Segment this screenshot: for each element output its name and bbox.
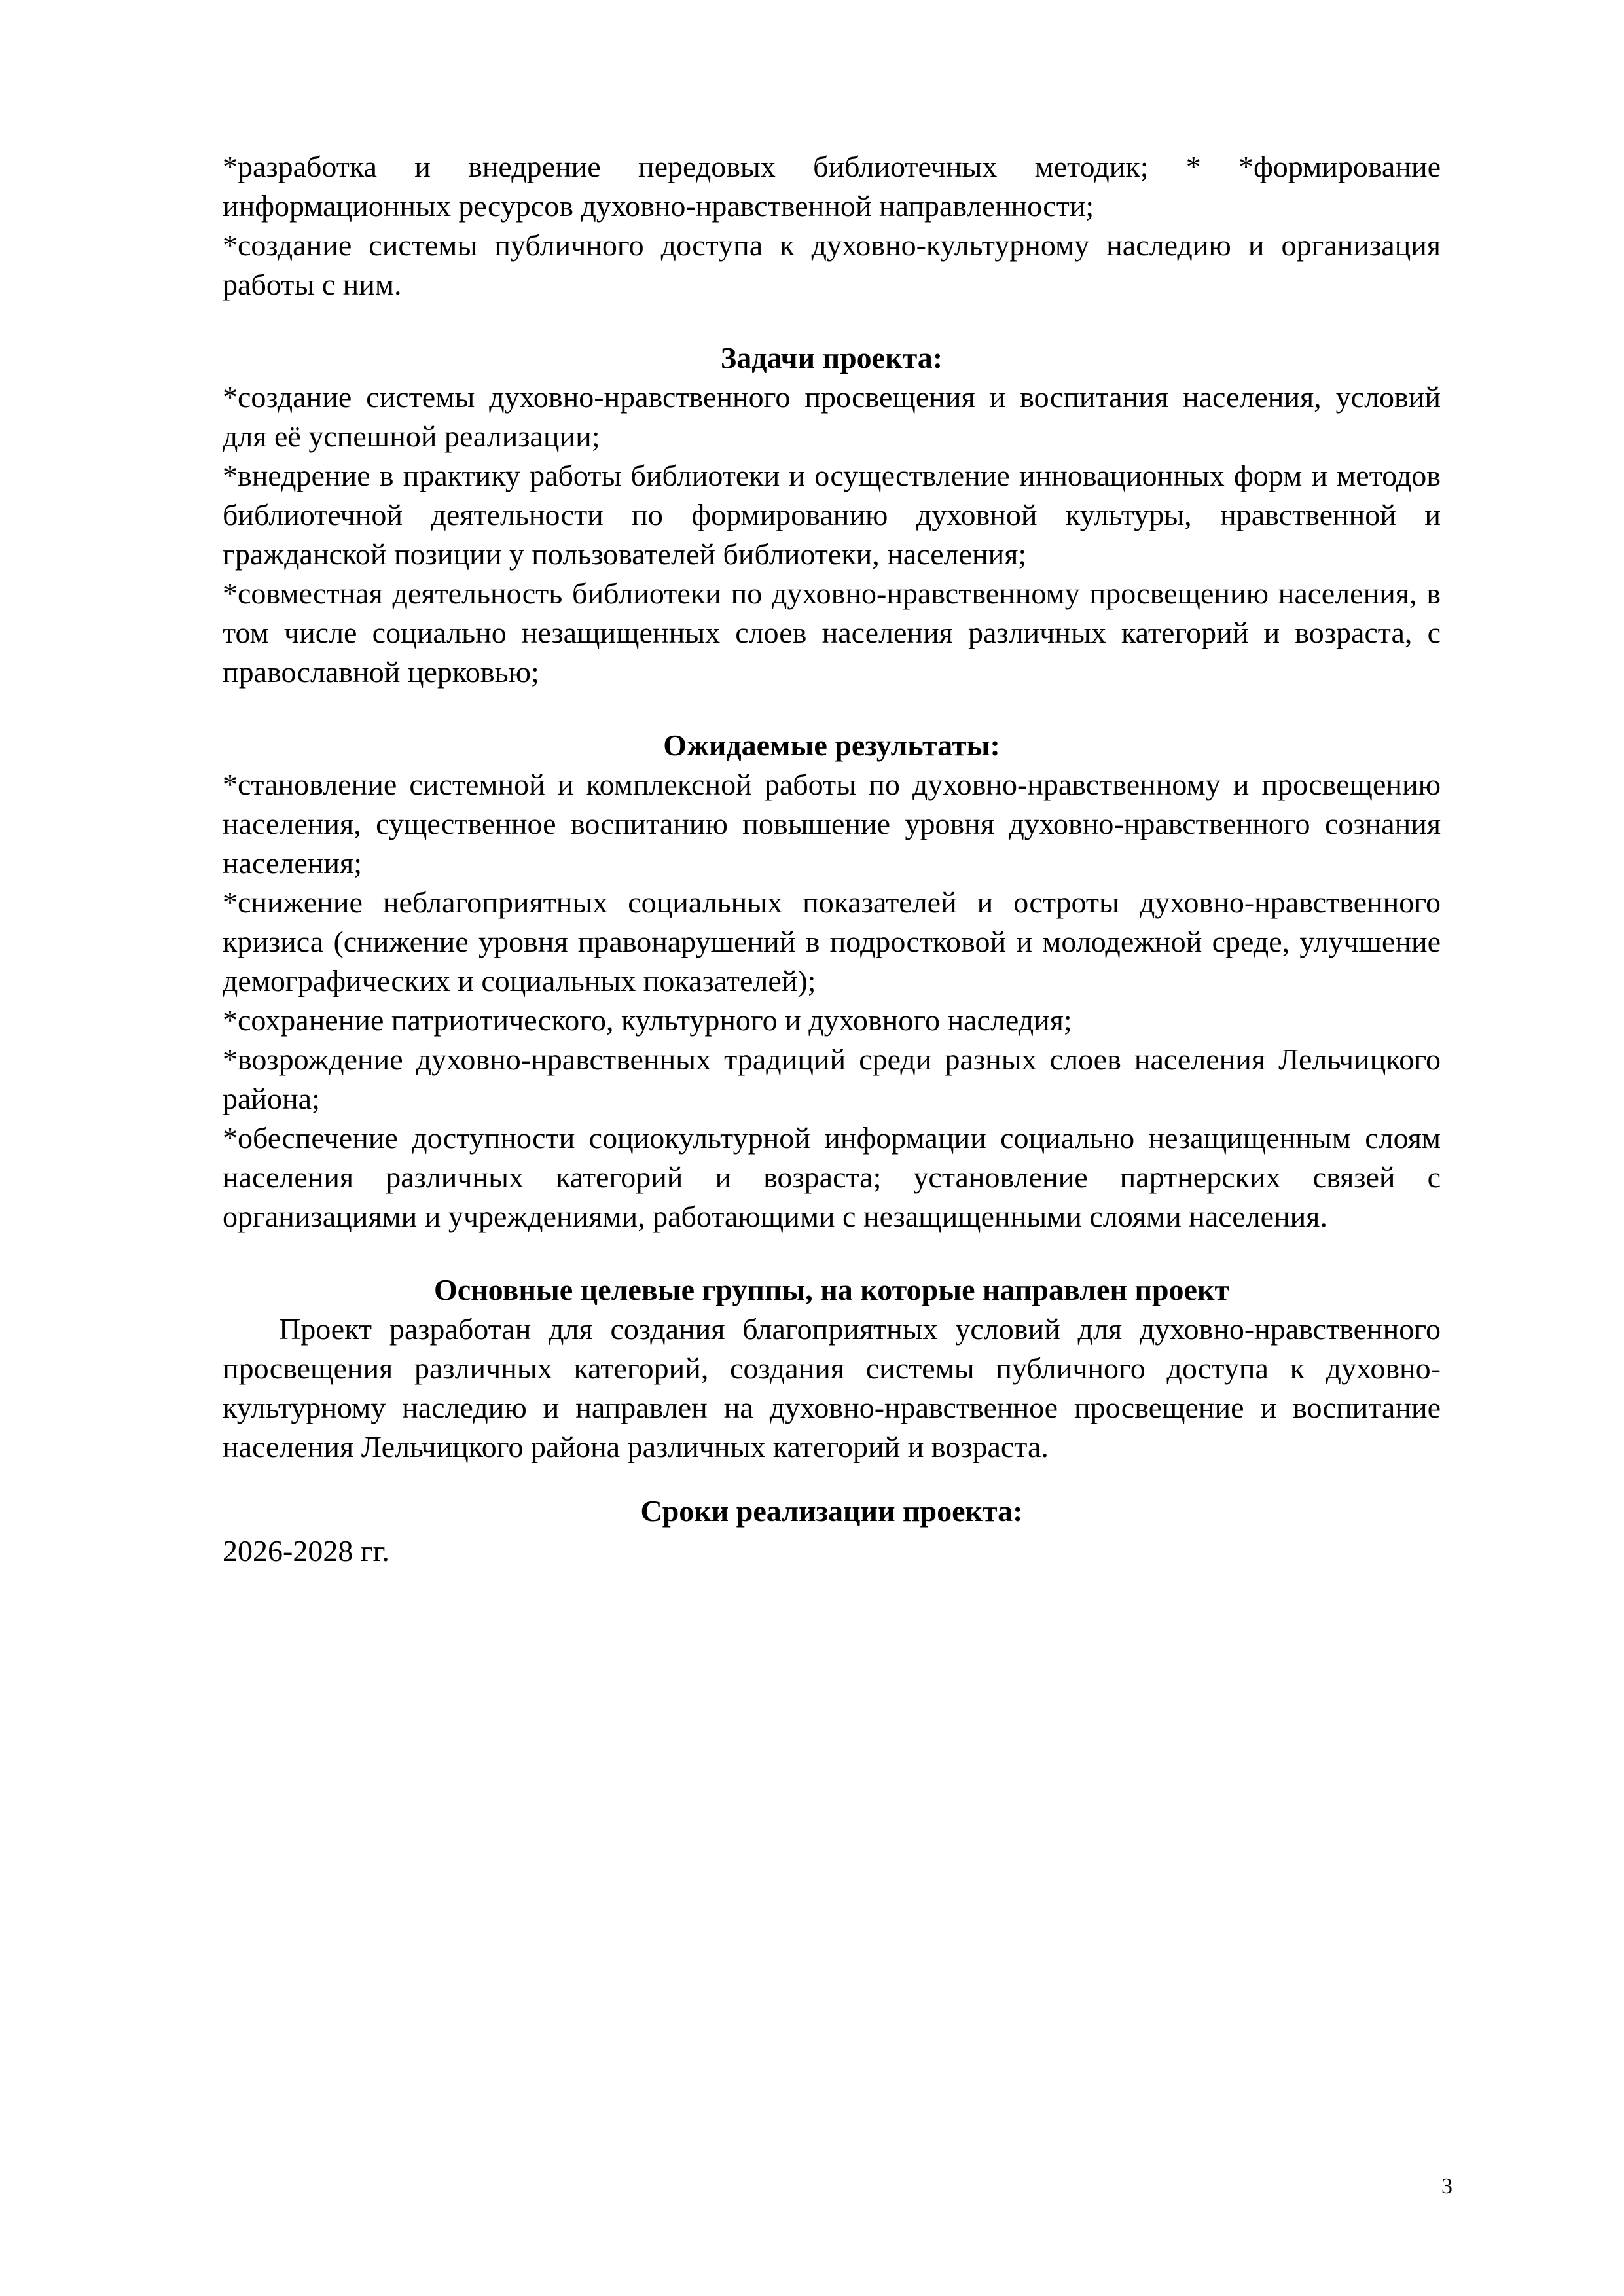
paragraph-task-1: *создание системы духовно-нравственного просвещения и воспитания населения, условий для её успешной реализации; [223,380,1441,454]
heading-target-groups: Основные целевые группы, на которые направлен проект [433,1273,1230,1307]
paragraph-result-3: *сохранение патриотического, культурного и духовного наследия; [223,1003,1072,1037]
paragraph-result-2: *снижение неблагоприятных социальных показателей и остроты духовно-нравственного кризиса (снижение уровня правонарушений в подростковой и молодежной среде, улучшение демографических и социальных показателей); [223,886,1441,998]
spacer [223,692,1441,726]
paragraph-result-5: *обеспечение доступности социокультурной информации социально незащищенным слоям населения различных категорий и возраста; установление партнерских связей с организациями и учреждениями, работающими с незащищенными слоями населения. [223,1121,1441,1234]
paragraph-result-4: *возрождение духовно-нравственных традиций среди разных слоев населения Лельчицкого района; [223,1043,1441,1116]
paragraph-project-terms-value: 2026-2028 гг. [223,1534,389,1568]
spacer [223,304,1441,338]
paragraph-task-2: *внедрение в практику работы библиотеки и осуществление инновационных форм и методов библиотечной деятельности по формированию духовной культуры, нравственной и гражданской позиции у пользователей библиотеки, населения; [223,459,1441,571]
spacer [223,1467,1441,1492]
heading-expected-results: Ожидаемые результаты: [663,728,1000,762]
paragraph-result-1: *становление системной и комплексной работы по духовно-нравственному и просвещению населения, существенное воспитанию повышение уровня духовно-нравственного сознания населения; [223,768,1441,880]
spacer [223,1236,1441,1270]
document-body [223,147,1441,1571]
heading-project-terms: Сроки реализации проекта: [640,1494,1023,1528]
heading-tasks: Задачи проекта: [720,341,943,375]
paragraph-intro-list-1: *разработка и внедрение передовых библиотечных методик; * *формирование информационных ресурсов духовно-нравственной направленности; [223,150,1441,223]
paragraph-target-groups: Проект разработан для создания благоприятных условий для духовно-нравственного просвещения различных категорий, создания системы публичного доступа к духовно-культурному наследию и направлен на духовно-нравственное просвещение и воспитание населения Лельчицкого района различных категорий и возраста. [223,1312,1441,1464]
paragraph-task-3: *совместная деятельность библиотеки по духовно-нравственному просвещению населения, в том числе социально незащищенных слоев населения различных категорий и возраста, с православной церковью; [223,577,1441,689]
page-number: 3 [1441,2174,1453,2198]
paragraph-intro-list-2: *создание системы публичного доступа к духовно-культурному наследию и организация работы с ним. [223,228,1441,302]
